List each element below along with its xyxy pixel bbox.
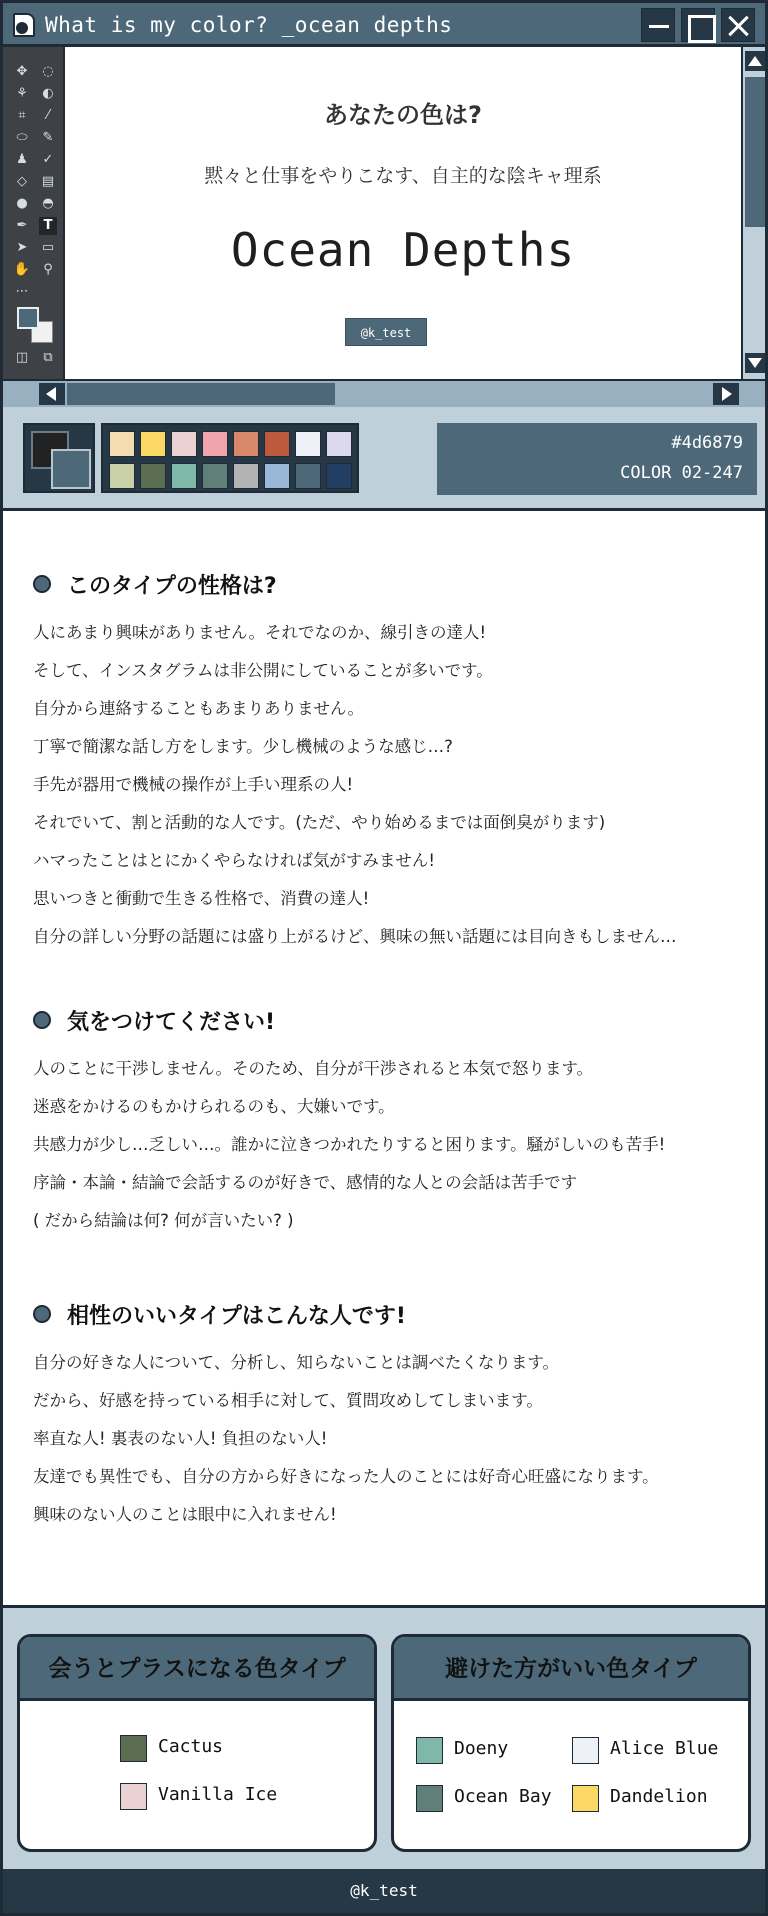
color-chip-label: Dandelion [610,1786,708,1807]
palette-swatch[interactable] [295,431,321,457]
zoom-icon[interactable]: ⚲ [43,262,53,277]
color-swatch [572,1785,599,1812]
palette-swatch[interactable] [109,431,135,457]
app-icon [13,13,35,37]
swatch-grid [101,423,359,493]
magic-wand-icon[interactable]: ⚘ [16,86,28,101]
color-code: COLOR 02-247 [620,463,743,483]
hand-icon[interactable]: ✋ [13,262,31,277]
text-line: 友達でも異性でも、自分の方から好きになった人のことには好奇心旺盛になります。 [33,1467,659,1486]
vertical-scroll-thumb[interactable] [745,77,765,227]
palette-swatch[interactable] [264,431,290,457]
scroll-down-icon[interactable] [745,353,765,373]
quick-mask-icon[interactable]: ◫ [15,350,29,365]
color-info-box [437,423,757,495]
bullet-icon [33,1305,51,1323]
text-line: それでいて、割と活動的な人です。(ただ、やり始めるまでは面倒臭がります) [33,813,606,832]
close-button[interactable] [721,8,755,42]
text-line: 自分から連絡することもあまりありません。 [33,699,364,718]
patch-icon[interactable]: ⬭ [16,130,28,145]
text-line: 自分の好きな人について、分析し、知らないことは調べたくなります。 [33,1353,560,1372]
dodge-icon[interactable]: ◓ [42,196,54,211]
gradient-icon[interactable]: ▤ [41,174,55,189]
text-line: ( だから結論は何? 何が言いたい? ) [33,1211,294,1230]
text-line: 人にあまり興味がありません。それでなのか、線引きの達人! [33,623,487,642]
scroll-up-icon[interactable] [745,51,765,71]
text-line: 迷惑をかけるのもかけられるのも、大嫌いです。 [33,1097,395,1116]
text-line: 率直な人! 裏表のない人! 負担のない人! [33,1429,328,1448]
window-title: What is my color? _ocean depths [45,13,453,37]
bullet-icon [33,575,51,593]
text-line: ハマったことはとにかくやらなければ気がすみません! [33,851,435,870]
canvas [65,47,741,379]
footer-handle: @k_test [3,1869,765,1913]
vertical-scrollbar[interactable] [741,47,765,379]
current-background-swatch[interactable] [51,449,91,489]
palette-swatch[interactable] [326,463,352,489]
section-title: 相性のいいタイプはこんな人です! [33,1299,753,1329]
horizontal-scrollbar[interactable] [3,379,765,407]
path-select-icon[interactable]: ➤ [16,240,28,255]
color-chip-label: Alice Blue [610,1738,719,1759]
section-personality [33,569,753,946]
text-line: 序論・本論・結論で会話するのが好きで、感情的な人との会話は苦手です [33,1173,578,1192]
card-title: 会うとプラスになる色タイプ [20,1637,374,1701]
palette-swatch[interactable] [109,463,135,489]
horizontal-scroll-thumb[interactable] [67,383,335,405]
text-line: 丁寧で簡潔な話し方をします。少し機械のような感じ…? [33,737,453,756]
current-colors [23,423,95,493]
color-chip-label: Doeny [454,1738,509,1759]
maximize-button[interactable] [681,8,715,42]
lasso-icon[interactable]: ◌ [42,64,54,79]
eyedropper-icon[interactable]: ⁄ [46,108,50,123]
tool-panel [3,47,65,379]
text-line: 自分の詳しい分野の話題には盛り上がるけど、興味の無い話題には目向きもしません… [33,927,677,946]
avoid-match-card [391,1634,751,1852]
stamp-icon[interactable]: ♟ [16,152,28,167]
pen-icon[interactable]: ✒ [16,218,28,233]
history-brush-icon[interactable]: ✓ [42,152,54,167]
card-title: 避けた方がいい色タイプ [394,1637,748,1701]
color-swatch [416,1737,443,1764]
foreground-color-swatch[interactable] [17,307,39,329]
bullet-icon [33,1011,51,1029]
palette-swatch[interactable] [202,463,228,489]
result-heading: あなたの色は? [324,101,482,129]
text-line: 人のことに干渉しません。そのため、自分が干渉されると本気で怒ります。 [33,1059,594,1078]
screen-mode-icon[interactable]: ⧉ [43,350,53,365]
type-icon[interactable]: T [39,217,57,235]
section-title: 気をつけてください! [33,1005,753,1035]
palette-swatch[interactable] [326,431,352,457]
text-line: そして、インスタグラムは非公開にしていることが多いです。 [33,661,493,680]
color-swatch [120,1783,147,1810]
blur-icon[interactable]: ● [16,196,28,211]
text-line: 手先が器用で機械の操作が上手い理系の人! [33,775,354,794]
palette-swatch[interactable] [233,431,259,457]
color-match-panel [3,1605,765,1869]
brush-icon[interactable]: ✎ [42,130,54,145]
text-line: 共感力が少し…乏しい…。誰かに泣きつかれたりすると困ります。騒がしいのも苦手! [33,1135,666,1154]
palette-swatch[interactable] [140,463,166,489]
text-line: 興味のない人のことは眼中に入れません! [33,1505,337,1524]
palette-swatch[interactable] [264,463,290,489]
palette-panel [3,407,765,511]
result-subtitle: 黙々と仕事をやりこなす、自主的な陰キャ理系 [204,165,602,187]
palette-swatch[interactable] [171,463,197,489]
good-match-card [17,1634,377,1852]
color-swatch [572,1737,599,1764]
palette-swatch[interactable] [295,463,321,489]
scroll-right-icon[interactable] [713,383,739,405]
title-bar [3,3,765,47]
move-icon[interactable]: ✥ [16,64,28,79]
hex-code: #4d6879 [671,433,743,453]
scroll-left-icon[interactable] [39,383,65,405]
text-line: 思いつきと衝動で生きる性格で、消費の達人! [33,889,370,908]
color-chip-label: Vanilla Ice [158,1784,278,1805]
section-compatibility [33,1299,753,1524]
crop-icon[interactable]: ⌗ [18,108,26,123]
color-swatch [416,1785,443,1812]
eraser-icon[interactable]: ◇ [17,174,27,189]
handle-badge: @k_test [345,318,427,346]
palette-swatch[interactable] [140,431,166,457]
palette-swatch[interactable] [171,431,197,457]
color-swatch [120,1735,147,1762]
section-title: このタイプの性格は? [33,569,753,599]
color-chip-label: Cactus [158,1736,224,1757]
minimize-button[interactable] [641,8,675,42]
color-name: Ocean Depths [230,223,576,277]
text-line: だから、好感を持っている相手に対して、質問攻めしてしまいます。 [33,1391,543,1410]
quick-select-icon[interactable]: ◐ [42,86,54,101]
palette-swatch[interactable] [202,431,228,457]
color-chip-label: Ocean Bay [454,1786,552,1807]
palette-swatch[interactable] [233,463,259,489]
more-tools-icon[interactable]: ⋯ [15,284,29,299]
rectangle-icon[interactable]: ▭ [41,240,55,255]
section-caution [33,1005,753,1230]
